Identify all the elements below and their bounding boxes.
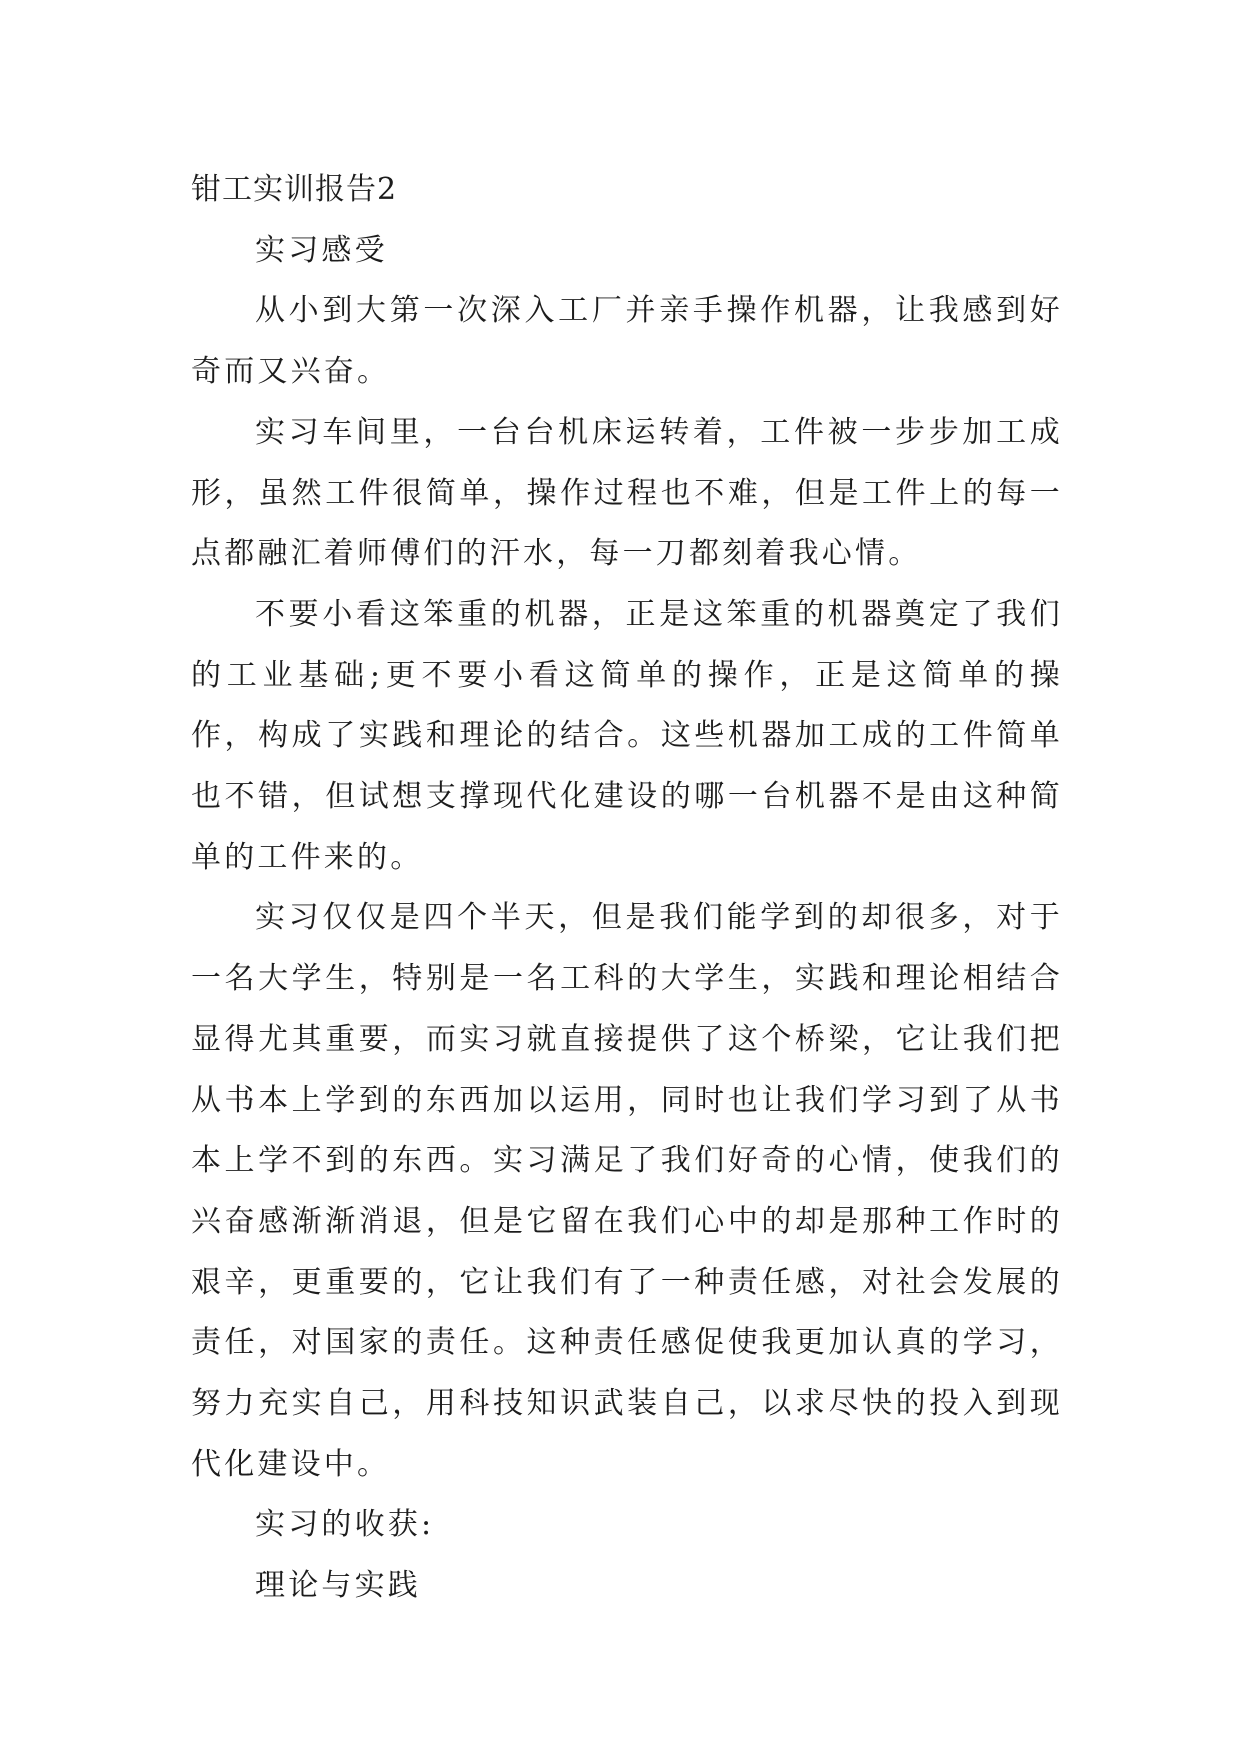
document-body (191, 160, 1063, 1617)
paragraph: 实习仅仅是四个半天，但是我们能学到的却很多，对于一名大学生，特别是一名工科的大学生，实践和理论相结合显得尤其重要，而实习就直接提供了这个桥梁，它让我们把从书本上学到的东西加以运用，同时也让我们学习到了从书本上学不到的东西。实习满足了我们好奇的心情，使我们的兴奋感渐渐消退，但是它留在我们心中的却是那种工作时的艰辛，更重要的，它让我们有了一种责任感，对社会发展的责任，对国家的责任。这种责任感促使我更加认真的学习，努力充实自己，用科技知识武装自己，以求尽快的投入到现代化建设中。 (191, 900, 1063, 1482)
subsection-heading-theory-practice: 理论与实践 (255, 1568, 421, 1604)
paragraph: 不要小看这笨重的机器，正是这笨重的机器奠定了我们的工业基础;更不要小看这简单的操作，正是这简单的操作，构成了实践和理论的结合。这些机器加工成的工件简单也不错，但试想支撑现代化建设的哪一台机器不是由这种简单的工件来的。 (191, 596, 1063, 875)
section-heading-internship-feelings: 实习感受 (255, 232, 388, 268)
paragraph: 从小到大第一次深入工厂并亲手操作机器，让我感到好奇而又兴奋。 (191, 293, 1063, 390)
section-heading-internship-gains: 实习的收获: (255, 1507, 435, 1543)
paragraph: 实习车间里，一台台机床运转着，工件被一步步加工成形，虽然工件很简单，操作过程也不难，但是工件上的每一点都融汇着师傅们的汗水，每一刀都刻着我心情。 (191, 414, 1063, 572)
document-title: 钳工实训报告2 (191, 172, 398, 207)
